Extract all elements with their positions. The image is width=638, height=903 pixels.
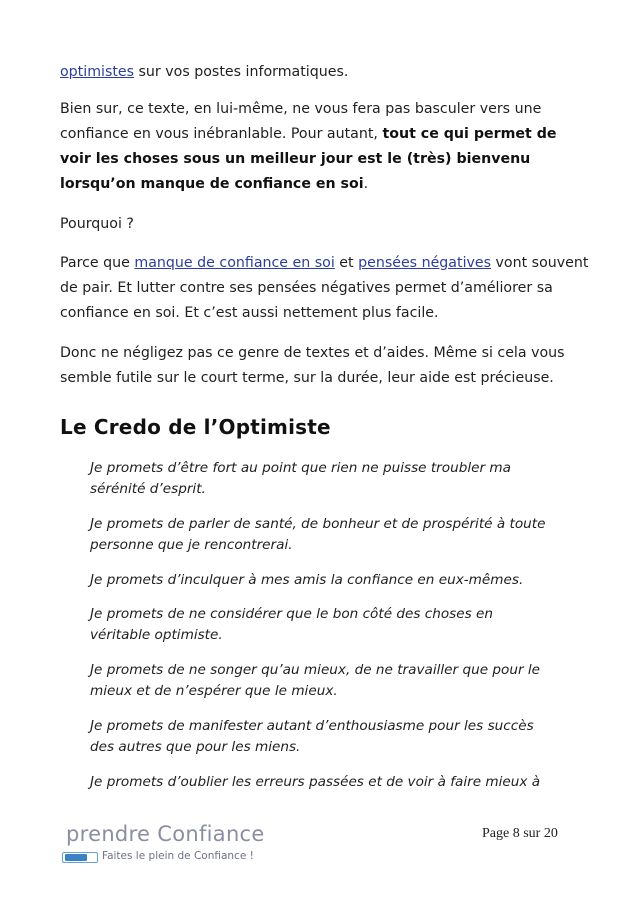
paragraph-4 xyxy=(60,251,590,326)
link-pensees-negatives[interactable]: pensées négatives xyxy=(358,255,492,271)
paragraph-1-text: sur vos postes informatiques. xyxy=(134,64,349,80)
credo-item-3: Je promets d’inculquer à mes amis la confiance en eux-mêmes. xyxy=(90,572,524,588)
credo-item-1: Je promets d’être fort au point que rien ne puisse troubler ma sérénité d’esprit. xyxy=(90,460,511,497)
footer-logo xyxy=(62,822,282,868)
paragraph-2 xyxy=(60,97,590,197)
paragraph-4-rest: vont souvent de pair. Et lutter contre ses pensées négatives permet d’améliorer sa confiance en soi. Et c’est aussi nettement plus facile. xyxy=(60,255,589,321)
paragraph-5: Donc ne négligez pas ce genre de textes et d’aides. Même si cela vous semble futile sur le court terme, sur la durée, leur aide est précieuse. xyxy=(60,345,565,386)
credo-item-4: Je promets de ne considérer que le bon côté des choses en véritable optimiste. xyxy=(90,606,494,643)
logo-name: prendre Confiance xyxy=(66,822,265,846)
paragraph-2-end: . xyxy=(363,176,369,192)
credo-item-5: Je promets de ne songer qu’au mieux, de ne travailler que pour le mieux et de n’espérer que le mieux. xyxy=(90,662,540,699)
credo-item-2: Je promets de parler de santé, de bonheur et de prospérité à toute personne que je rencontrerai. xyxy=(90,516,546,553)
paragraph-2-bold: tout ce qui permet de voir les choses sous un meilleur jour est le (très) bienvenu lorsqu’on manque de confiance en soi xyxy=(60,126,557,192)
battery-fill xyxy=(65,854,87,861)
paragraph-1 xyxy=(60,60,590,85)
paragraph-4-and: et xyxy=(334,255,359,271)
page-number: Page 8 sur 20 xyxy=(482,826,558,841)
link-manque-confiance[interactable]: manque de confiance en soi xyxy=(134,255,335,271)
paragraph-2-text: Bien sur, ce texte, en lui-même, ne vous fera pas basculer vers une confiance en vous inébranlable. Pour autant, xyxy=(60,101,542,142)
section-heading: Le Credo de l’Optimiste xyxy=(60,415,331,439)
link-optimistes[interactable]: optimistes xyxy=(60,64,135,80)
credo-item-7: Je promets d’oublier les erreurs passées et de voir à faire mieux à xyxy=(90,774,541,790)
credo-item-6: Je promets de manifester autant d’enthousiasme pour les succès des autres que pour les miens. xyxy=(90,718,534,755)
logo-tagline: Faites le plein de Confiance ! xyxy=(102,850,254,862)
paragraph-3: Pourquoi ? xyxy=(60,216,134,232)
paragraph-4-text: Parce que xyxy=(60,255,135,271)
